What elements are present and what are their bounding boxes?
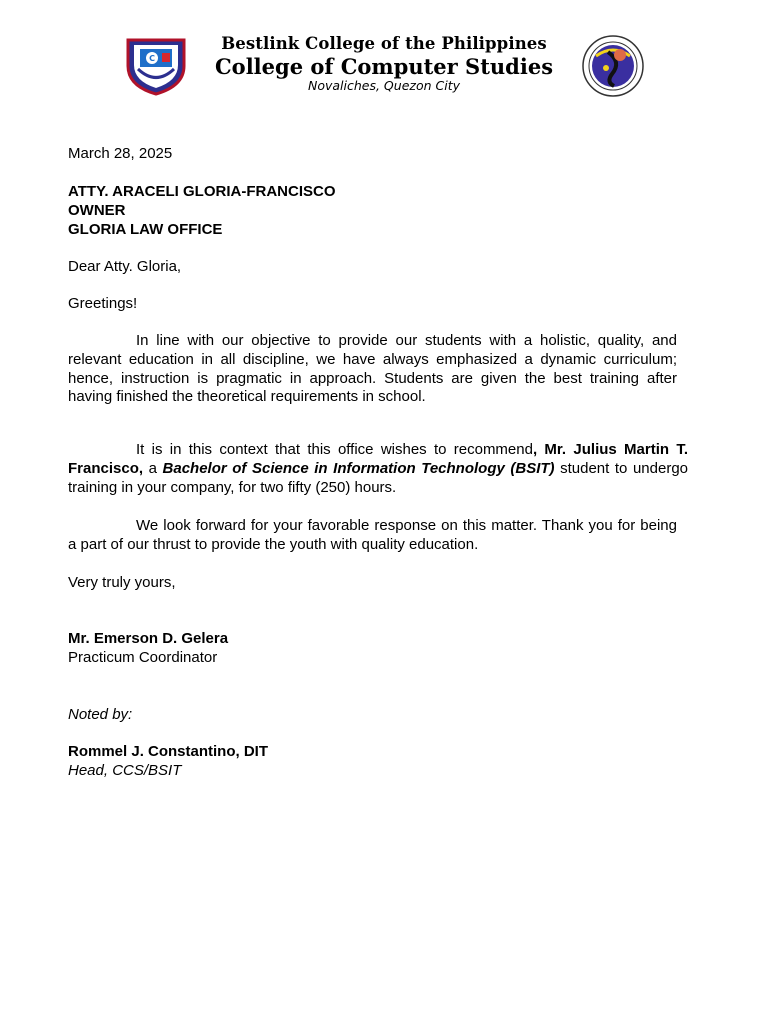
recipient-name: ATTY. ARACELI GLORIA-FRANCISCO bbox=[68, 183, 336, 200]
department-name: College of Computer Studies bbox=[214, 54, 554, 79]
noter-title: Head, CCS/BSIT bbox=[68, 762, 182, 779]
program-name: Bachelor of Science in Information Technology (BSIT) bbox=[162, 459, 555, 477]
paragraph-3 bbox=[68, 517, 677, 555]
paragraph-2-rest: student to undergo training in your company, for two fifty (250) hours. bbox=[68, 459, 689, 496]
college-location: Novaliches, Quezon City bbox=[307, 78, 460, 93]
paragraph-3-text: We look forward for your favorable response on this matter. Thank you for being a part of our thrust to provide the youth with quality education. bbox=[68, 517, 677, 553]
paragraph-2-connector: a bbox=[143, 459, 163, 477]
signatory-title: Practicum Coordinator bbox=[68, 649, 218, 666]
signatory-name: Mr. Emerson D. Gelera bbox=[68, 630, 229, 647]
recipient-title: OWNER bbox=[68, 202, 126, 219]
paragraph-1-text: In line with our objective to provide our students with a holistic, quality, and relevant education in all discipline, we have always emphasized a dynamic curriculum; hence, instruction is pragmatic in approach. Students are given the best training after having finished the theoretical requirements in school. bbox=[68, 332, 677, 406]
paragraph-2 bbox=[68, 441, 688, 497]
paragraph-1 bbox=[68, 332, 677, 407]
svg-text:C: C bbox=[149, 54, 155, 63]
noted-by-label: Noted by: bbox=[68, 706, 133, 723]
letter-date: March 28, 2025 bbox=[68, 145, 173, 162]
closing: Very truly yours, bbox=[68, 574, 176, 591]
noter-name: Rommel J. Constantino, DIT bbox=[68, 743, 269, 760]
college-name: Bestlink College of the Philippines bbox=[221, 34, 547, 53]
paragraph-2-intro: It is in this context that this office wishes to recommend bbox=[136, 441, 533, 458]
student-name: , Mr. Julius Martin T. Francisco, bbox=[68, 441, 688, 477]
salutation: Dear Atty. Gloria, bbox=[68, 258, 182, 275]
letterhead bbox=[0, 30, 768, 110]
greeting: Greetings! bbox=[68, 295, 138, 312]
recipient-company: GLORIA LAW OFFICE bbox=[68, 221, 223, 238]
